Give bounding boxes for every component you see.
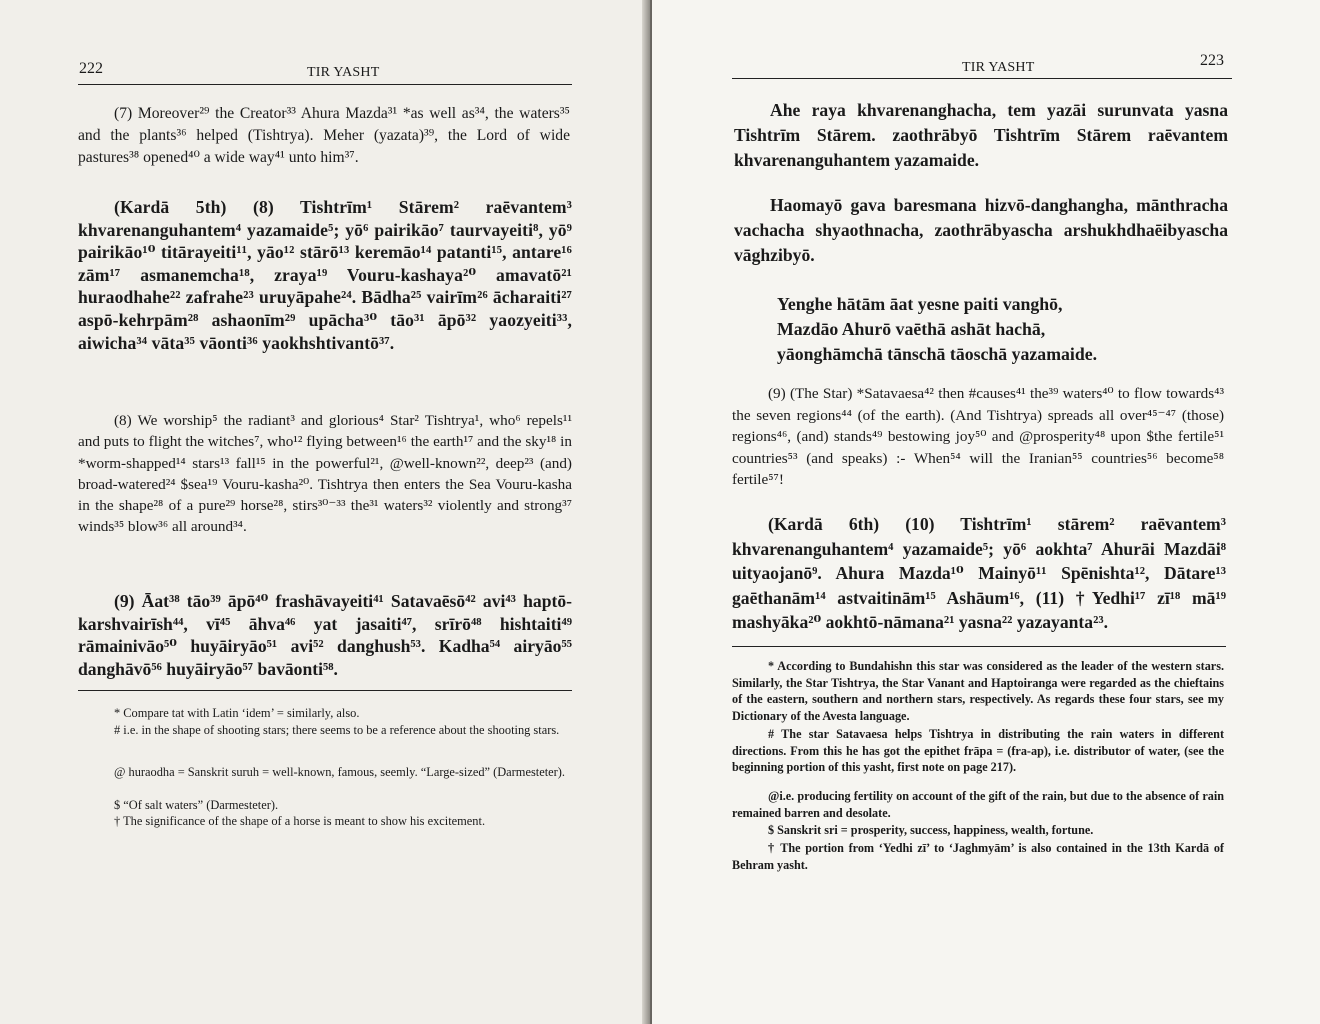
footnote-rule [732, 646, 1226, 647]
running-head: TIR YASHT [307, 65, 380, 80]
footnote: @ huraodha = Sanskrit suruh = well-known, famous, seemly. “Large-sized” (Darmesteter). [114, 765, 566, 779]
karda-5-avestan-text: (Kardā 5th) (8) Tishtrīm¹ Stārem² raēvantem³ khvarenanguhantem⁴ yazamaide⁵; yō⁶ pairikāo⁷ taurvayeiti⁸, yō⁹ pairikāo¹⁰ titārayeiti¹¹, yāo¹² stārō¹³ keremāo¹⁴ patanti¹⁵, antare¹⁶ zām¹⁷ asmanemcha¹⁸, zraya¹⁹ Vouru-kashaya²⁰ amavatō²¹ huraodhahe²² zafrahe²³ uruyāpahe²⁴. Bādha²⁵ vairīm²⁶ ācharaiti²⁷ aspō-kehrpām²⁸ ashaonīm²⁹ upācha³⁰ tāo³¹ āpō³² yaozyeiti³³, aiwicha³⁴ vāta³⁵ vāonti³⁶ yaokhshtivantō³⁷. [78, 197, 572, 353]
header-rule [78, 84, 572, 85]
left-page [0, 0, 652, 1024]
ahe-raya-avestan-text: Ahe raya khvarenanghacha, tem yazāi surunvata yasna Tishtrīm Stārem. zaothrābyō Tishtrīm Stārem raēvantem khvarenanguhantem yazamaide. [734, 100, 1228, 170]
footnote-rule [78, 690, 572, 691]
verse-line: yāonghāmchā tānschā tāoschā yazamaide. [777, 344, 1098, 364]
karda-6-avestan-text: (Kardā 6th) (10) Tishtrīm¹ stārem² raēvantem³ khvarenanguhantem⁴ yazamaide⁵; yō⁶ aokhta⁷ Ahurāi Mazdāi⁸ uityaojanō⁹. Ahura Mazda¹⁰ Mainyō¹¹ Spēnishta¹², Dātare¹³ gaēthanām¹⁴ astvaitinām¹⁵ Ashāum¹⁶, (11) †Yedhi¹⁷ zī¹⁸ mā¹⁹ mashyāka²⁰ aokhtō-nāmana²¹ yasna²² yazayanta²³. [732, 514, 1226, 632]
paragraph-8-translation: (8) We worship⁵ the radiant³ and glorious⁴ Star² Tishtrya¹, who⁶ repels¹¹ and puts to flight the witches⁷, who¹² flying between¹⁶ the earth¹⁷ and the sky¹⁸ in *worm-shapped¹⁴ stars¹³ fall¹⁵ in the powerful²¹, @well-known²², deep²³ (and) broad-watered²⁴ $sea¹⁹ Vouru-kasha²⁰. Tishtrya then enters the Sea Vouru-kasha in the shape²⁸ of a pure²⁹ horse²⁸, stirs³⁰⁻³³ the³¹ waters³² violently and strong³⁷ winds³⁵ blow³⁶ all around³⁴. [78, 412, 572, 536]
haomayo-avestan-text: Haomayō gava baresmana hizvō-danghangha, mānthracha vachacha shyaothnacha, zaothrābyascha arshukhdhaēibyascha vāghzibyō. [734, 195, 1228, 265]
right-page [652, 0, 1320, 1024]
footnote: $ “Of salt waters” (Darmesteter). [114, 798, 279, 812]
footnote: # The star Satavaesa helps Tishtrya in distributing the rain waters in different directions. From this he has got the epithet frāpa = (fra-ap), i.e. distributor of water, (see the beginning portion of this yasht, first note on page 217). [732, 727, 1224, 775]
header-rule [732, 78, 1232, 79]
footnote: $ Sanskrit sri = prosperity, success, happiness, wealth, fortune. [768, 823, 1094, 837]
page-number: 222 [79, 60, 103, 77]
footnote: * Compare tat with Latin ‘idem’ = similarly, also. [114, 706, 360, 720]
page-number: 223 [1200, 52, 1224, 69]
footnote: * According to Bundahishn this star was considered as the leader of the western stars. Similarly, the Star Tishtrya, the Star Vanant and Haptoiranga were regarded as the chieftains of the eastern, southern and northern stars, respectively. As regards these four stars, see my Dictionary of the Avesta language. [732, 659, 1224, 723]
footnote: # i.e. in the shape of shooting stars; there seems to be a reference about the shooting stars. [114, 723, 560, 737]
paragraph-7-translation: (7) Moreover²⁹ the Creator³³ Ahura Mazda³¹ *as well as³⁴, the waters³⁵ and the plants³⁶ helped (Tishtrya). Meher (yazata)³⁹, the Lord of wide pastures³⁸ opened⁴⁰ a wide way⁴¹ unto him³⁷. [78, 105, 570, 166]
karda-9-avestan-text: (9) Āat³⁸ tāo³⁹ āpō⁴⁰ frashāvayeiti⁴¹ Satavaēsō⁴² avi⁴³ haptō-karshvairīsh⁴⁴, vī⁴⁵ āhva⁴⁶ yat jasaiti⁴⁷, srīrō⁴⁸ hishtaiti⁴⁹ rāmainivāo⁵⁰ huyāiryāo⁵¹ avi⁵² danghush⁵³. Kadha⁵⁴ airyāo⁵⁵ danghāvō⁵⁶ huyāiryāo⁵⁷ bavāonti⁵⁸. [78, 591, 572, 679]
footnote: † The significance of the shape of a horse is meant to show his excitement. [114, 814, 486, 828]
paragraph-9-translation: (9) (The Star) *Satavaesa⁴² then #causes⁴¹ the³⁹ waters⁴⁰ to flow towards⁴³ the seven regions⁴⁴ (of the earth). (And Tishtrya) spreads all over⁴⁵⁻⁴⁷ (those) regions⁴⁶, (and) stands⁴⁹ bestowing joy⁵⁰ and @prosperity⁴⁸ upon $the fertile⁵¹ countries⁵³ (and speaks) :- When⁵⁴ will the Iranian⁵⁵ countries⁵⁶ become⁵⁸ fertile⁵⁷! [732, 385, 1224, 488]
verse-line: Mazdāo Ahurō vaēthā ashāt hachā, [777, 319, 1046, 339]
footnote: † The portion from ‘Yedhi zī’ to ‘Jaghmyām’ is also contained in the 13th Kardā of Behram yasht. [732, 841, 1224, 872]
running-head: TIR YASHT [962, 60, 1035, 75]
footnote: @i.e. producing fertility on account of the gift of the rain, but due to the absence of rain remained barren and desolate. [732, 789, 1224, 820]
verse-line: Yenghe hātām āat yesne paiti vanghō, [777, 294, 1063, 314]
